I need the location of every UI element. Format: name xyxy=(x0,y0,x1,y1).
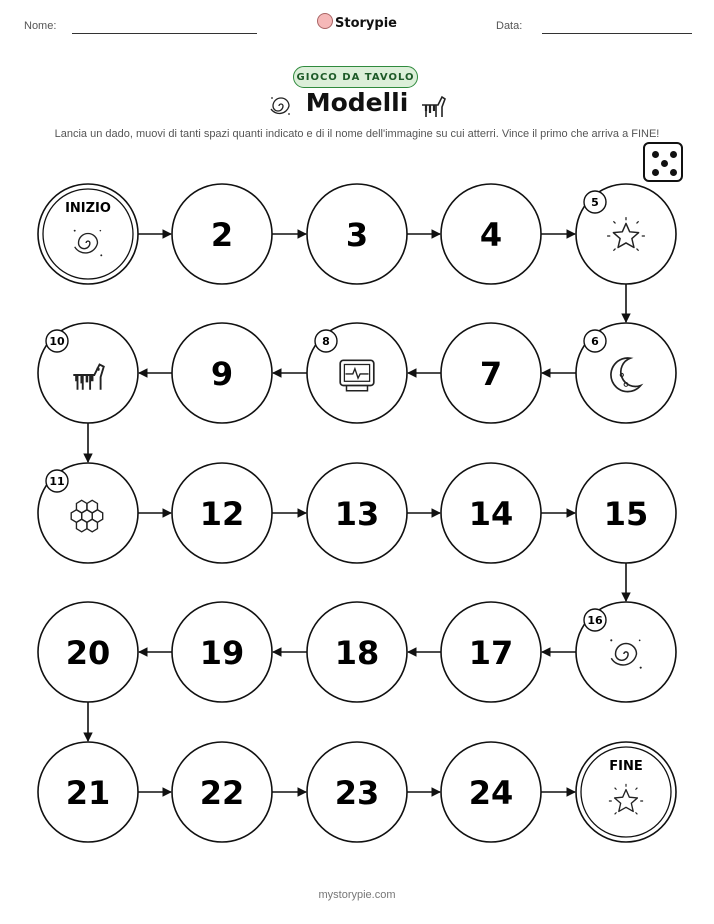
space-number: 8 xyxy=(322,335,330,348)
board-space-9[interactable] xyxy=(172,323,272,423)
start-label: INIZIO xyxy=(65,201,111,216)
space-number: 21 xyxy=(65,774,111,812)
space-number: 5 xyxy=(591,196,599,209)
space-number: 24 xyxy=(468,774,514,812)
category-badge: GIOCO DA TAVOLO xyxy=(293,66,418,88)
board-space-19[interactable] xyxy=(172,602,272,702)
space-number: 3 xyxy=(345,216,369,254)
space-number: 17 xyxy=(468,634,514,672)
board-space-3[interactable] xyxy=(307,184,407,284)
footer xyxy=(0,889,714,901)
board-space-7[interactable] xyxy=(441,323,541,423)
board-space-13[interactable] xyxy=(307,463,407,563)
end-label: FINE xyxy=(609,759,643,774)
space-number: 7 xyxy=(479,355,503,393)
space-number: 2 xyxy=(210,216,234,254)
board-space-24[interactable] xyxy=(441,742,541,842)
board-space-4[interactable] xyxy=(441,184,541,284)
footer-text: mystorypie.com xyxy=(318,889,396,901)
space-number: 10 xyxy=(49,335,65,348)
board-space-1[interactable] xyxy=(38,184,138,284)
space-number: 4 xyxy=(479,216,503,254)
board-space-12[interactable] xyxy=(172,463,272,563)
space-number: 13 xyxy=(334,495,380,533)
space-number: 12 xyxy=(199,495,245,533)
date-label: Data: xyxy=(496,20,523,32)
space-number: 14 xyxy=(468,495,514,533)
instructions: Lancia un dado, muovi di tanti spazi quanti indicato e di il nome dell'immagine su cui atterri. Vince il primo che arriva a FINE! xyxy=(54,128,660,140)
board-space-15[interactable] xyxy=(576,463,676,563)
space-circle xyxy=(576,742,676,842)
board-space-20[interactable] xyxy=(38,602,138,702)
space-number: 18 xyxy=(334,634,380,672)
space-number: 20 xyxy=(65,634,111,672)
space-number: 19 xyxy=(199,634,245,672)
board-space-16[interactable] xyxy=(576,602,676,702)
space-number: 9 xyxy=(210,355,234,393)
page-title: Modelli xyxy=(305,88,409,117)
space-number: 22 xyxy=(199,774,245,812)
board-space-2[interactable] xyxy=(172,184,272,284)
space-number: 15 xyxy=(603,495,649,533)
space-number: 23 xyxy=(334,774,380,812)
board-space-5[interactable] xyxy=(576,184,676,284)
board-space-6[interactable] xyxy=(576,323,676,423)
board-space-10[interactable] xyxy=(38,323,138,423)
board-space-22[interactable] xyxy=(172,742,272,842)
brand-name: Storypie xyxy=(335,16,397,31)
space-number: 6 xyxy=(591,335,599,348)
name-label: Nome: xyxy=(24,20,57,32)
board-space-17[interactable] xyxy=(441,602,541,702)
board-space-8[interactable] xyxy=(307,323,407,423)
board-space-11[interactable] xyxy=(38,463,138,563)
board-space-25[interactable] xyxy=(576,742,676,842)
board-space-23[interactable] xyxy=(307,742,407,842)
space-number: 11 xyxy=(49,475,65,488)
board-space-14[interactable] xyxy=(441,463,541,563)
space-number: 16 xyxy=(587,614,603,627)
board-space-21[interactable] xyxy=(38,742,138,842)
board-space-18[interactable] xyxy=(307,602,407,702)
